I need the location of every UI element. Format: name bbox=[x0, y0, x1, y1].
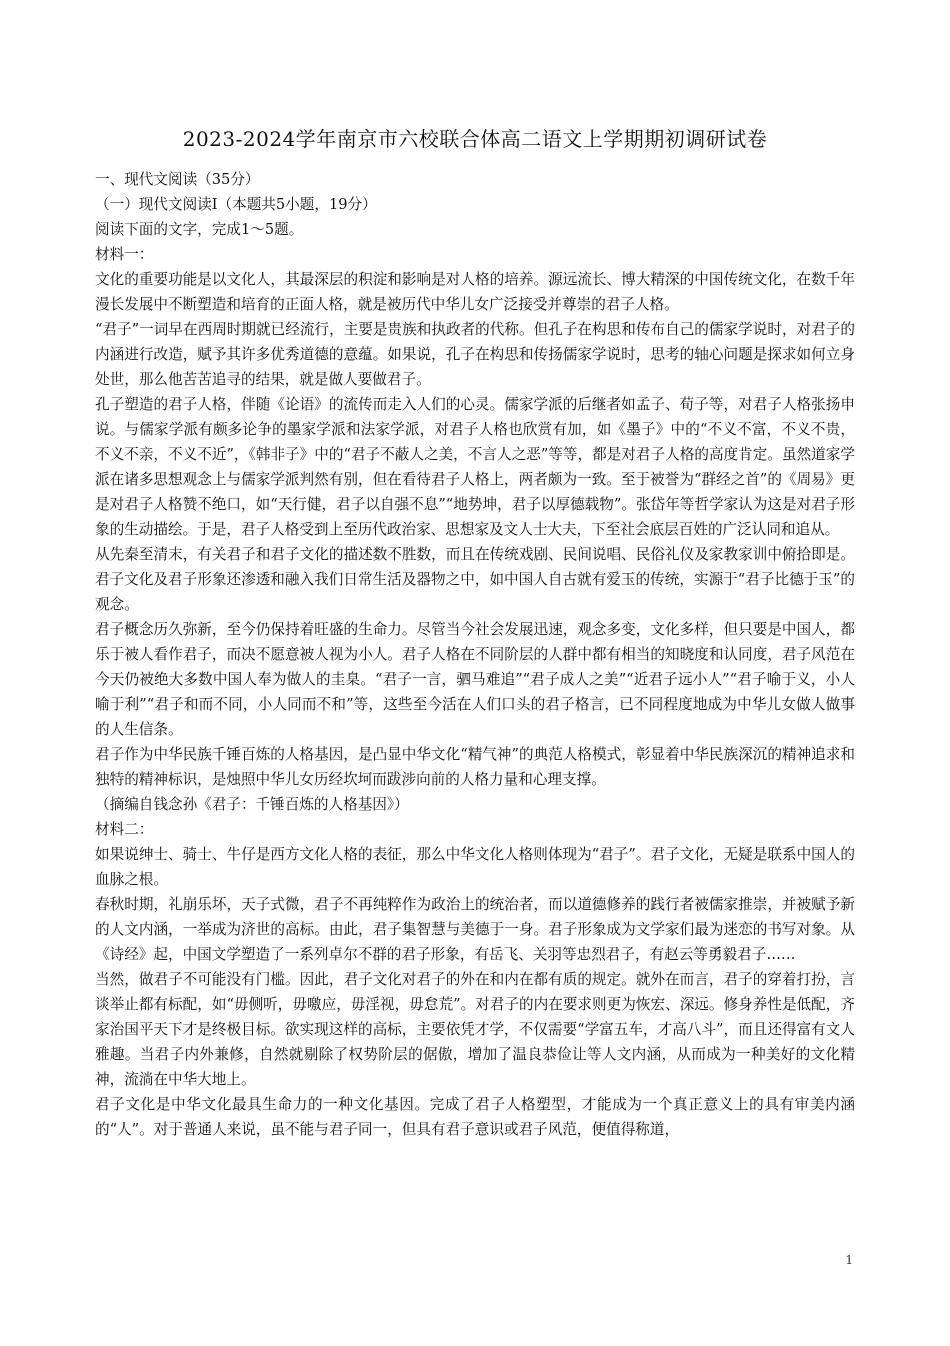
material-two-paragraph: 君子文化是中华文化最具生命力的一种文化基因。完成了君子人格塑型，才能成为一个真正意义上的具有审美内涵的“人”。对于普通人来说，虽不能与君子同一，但具有君子意识或君子风范，便值得称道， bbox=[95, 1096, 855, 1138]
material-one-paragraph: 文化的重要功能是以文化人，其最深层的积淀和影响是对人格的培养。源远流长、博大精深的中国传统文化，在数千年漫长发展中不断塑造和培育的正面人格，就是被历代中华儿女广泛接受并尊崇的君子人格。 bbox=[95, 271, 855, 313]
page-number: 1 bbox=[845, 1253, 853, 1267]
document-body bbox=[95, 167, 855, 1142]
material-one-source: （摘编自钱念孙《君子：千锤百炼的人格基因》） bbox=[95, 796, 409, 813]
section-heading: 一、现代文阅读（35分） bbox=[95, 171, 260, 188]
material-one-paragraph: “君子”一词早在西周时期就已经流行，主要是贵族和执政者的代称。但孔子在构思和传布自己的儒家学说时，对君子的内涵进行改造，赋予其许多优秀道德的意蕴。如果说，孔子在构思和传扬儒家学说时，思考的轴心问题是探求如何立身处世，那么他苦苦追寻的结果，就是做人要做君子。 bbox=[95, 321, 855, 388]
document-title: 2023-2024学年南京市六校联合体高二语文上学期期初调研试卷 bbox=[182, 127, 768, 151]
material-one-paragraph: 君子概念历久弥新，至今仍保持着旺盛的生命力。尽管当今社会发展迅速，观念多变，文化多样，但只要是中国人，都乐于被人看作君子，而决不愿意被人视为小人。君子人格在不同阶层的人群中都有相当的知晓度和认同度，君子风范在今天仍被绝大多数中国人奉为做人的圭臬。“君子一言，驷马难追”“君子成人之美”“近君子远小人”“君子喻于义，小人喻于利”“君子和而不同，小人同而不和”等，这些至今活在人们口头的君子格言，已不同程度地成为中华儿女做人做事的人生信条。 bbox=[95, 621, 855, 738]
material-one-paragraph: 从先秦至清末，有关君子和君子文化的描述数不胜数，而且在传统戏剧、民间说唱、民俗礼仪及家教家训中俯拾即是。君子文化及君子形象还渗透和融入我们日常生活及器物之中，如中国人自古就有爱玉的传统，实源于“君子比德于玉”的观念。 bbox=[95, 546, 855, 613]
reading-instruction: 阅读下面的文字，完成1～5题。 bbox=[95, 221, 304, 238]
material-two-paragraph: 当然，做君子不可能没有门槛。因此，君子文化对君子的外在和内在都有质的规定。就外在而言，君子的穿着打扮，言谈举止都有标配，如“毋侧听，毋噭应，毋淫视，毋怠荒”。对君子的内在要求则更为恢宏、深远。修身养性是低配，齐家治国平天下才是终极目标。欲实现这样的高标，主要依凭才学，不仅需要“学富五车，才高八斗”，而且还得富有文人雅趣。当君子内外兼修，自然就剔除了权势阶层的倨傲，增加了温良恭俭让等人文内涵，从而成为一种美好的文化精神，流淌在中华大地上。 bbox=[95, 971, 855, 1088]
material-one-paragraph: 孔子塑造的君子人格，伴随《论语》的流传而走入人们的心灵。儒家学派的后继者如孟子、荀子等，对君子人格张扬申说。与儒家学派有颇多论争的墨家学派和法家学派，对君子人格也欣赏有加，如《墨子》中的“不义不富，不义不贵，不义不亲，不义不近”，《韩非子》中的“君子不蔽人之美，不言人之恶”等等，都是对君子人格的高度肯定。虽然道家学派在诸多思想观念上与儒家学派判然有别，但在看待君子人格上，两者颇为一致。至于被誉为“群经之首”的《周易》更是对君子人格赞不绝口，如“天行健，君子以自强不息”“地势坤，君子以厚德载物”。张岱年等哲学家认为这是对君子形象的生动描绘。于是，君子人格受到上至历代政治家、思想家及文人士大夫，下至社会底层百姓的广泛认同和追从。 bbox=[95, 396, 855, 538]
material-two-paragraph: 如果说绅士、骑士、牛仔是西方文化人格的表征，那么中华文化人格则体现为“君子”。君子文化，无疑是联系中国人的血脉之根。 bbox=[95, 846, 855, 888]
material-one-paragraph: 君子作为中华民族千锤百炼的人格基因，是凸显中华文化“精气神”的典范人格模式，彰显着中华民族深沉的精神追求和独特的精神标识，是烛照中华儿女历经坎坷而跋涉向前的人格力量和心理支撑。 bbox=[95, 746, 855, 788]
material-two-paragraph: 春秋时期，礼崩乐坏，天子式微，君子不再纯粹作为政治上的统治者，而以道德修养的践行者被儒家推崇，并被赋予新的人文内涵，一举成为济世的高标。由此，君子集智慧与美德于一身。君子形象成为文学家们最为迷恋的书写对象。从《诗经》起，中国文学塑造了一系列卓尔不群的君子形象，有岳飞、关羽等忠烈君子，有赵云等勇毅君子…… bbox=[95, 896, 855, 963]
material-two-label: 材料二： bbox=[95, 821, 154, 838]
material-one-label: 材料一： bbox=[95, 246, 154, 263]
subsection-heading: （一）现代文阅读Ⅰ（本题共5小题，19分） bbox=[95, 196, 377, 213]
